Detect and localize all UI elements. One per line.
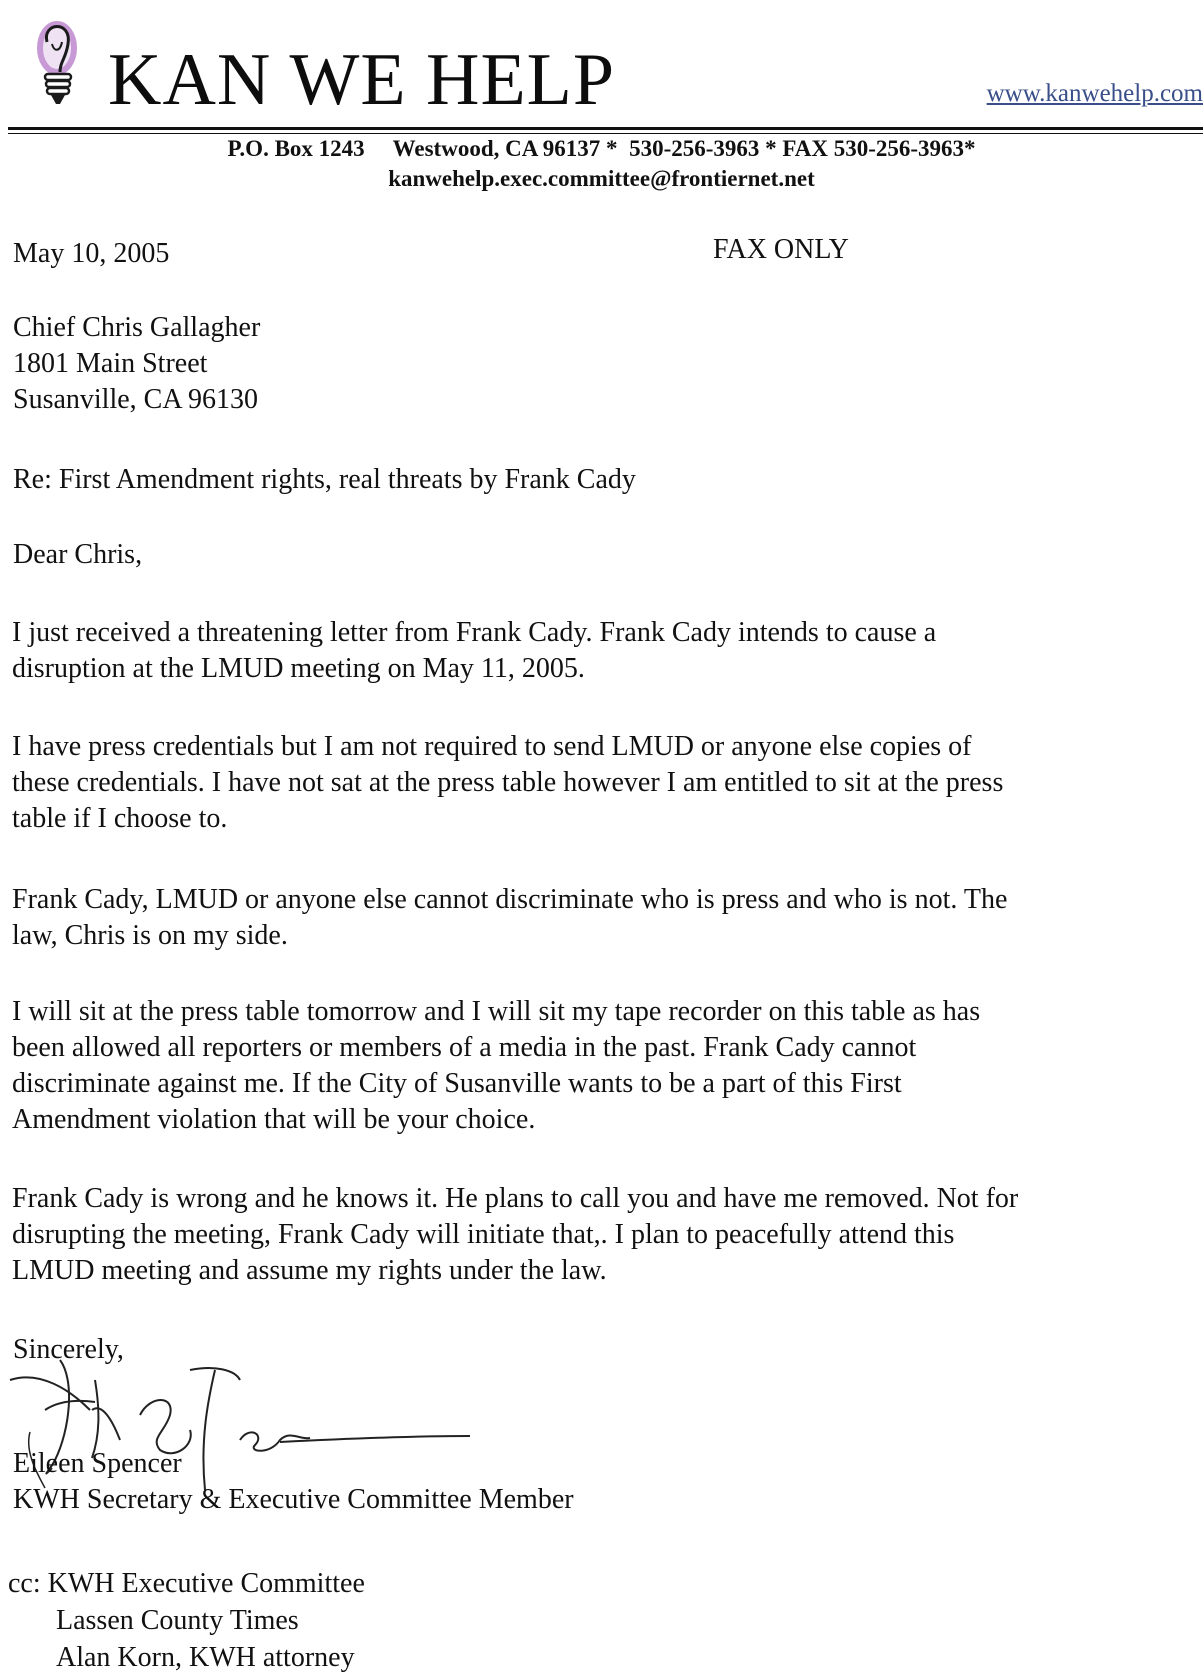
- cc-line: Lassen County Times: [56, 1605, 299, 1636]
- closing: Sincerely,: [13, 1334, 124, 1365]
- recipient-block: [13, 310, 260, 418]
- address-line: [0, 134, 1203, 164]
- website-link[interactable]: www.kanwehelp.com: [986, 80, 1203, 107]
- cc-line: Alan Korn, KWH attorney: [56, 1642, 355, 1673]
- paragraph-line: table if I choose to.: [12, 803, 228, 834]
- paragraph: [12, 994, 1203, 1138]
- paragraph-line: discriminate against me. If the City of Susanville wants to be a part of this First: [12, 1068, 902, 1099]
- city-zip: Westwood, CA 96137 *: [392, 136, 618, 161]
- paragraph: [12, 615, 1203, 687]
- paragraph-line: these credentials. I have not sat at the press table however I am entitled to sit at the press: [12, 767, 1004, 798]
- paragraph-line: Frank Cady is wrong and he knows it. He plans to call you and have me removed. Not for: [12, 1183, 1019, 1214]
- paragraph-line: disrupting the meeting, Frank Cady will initiate that,. I plan to peacefully attend this: [12, 1219, 955, 1250]
- header-rule: [8, 127, 1203, 130]
- subject-line: Re: First Amendment rights, real threats by Frank Cady: [13, 464, 636, 495]
- phone-numbers: 530-256-3963 * FAX 530-256-3963*: [629, 136, 976, 161]
- paragraph-line: LMUD meeting and assume my rights under the law.: [12, 1255, 607, 1286]
- salutation: Dear Chris,: [13, 539, 143, 570]
- lightbulb-icon: [30, 12, 90, 108]
- recipient-line: 1801 Main Street: [13, 348, 208, 379]
- paragraph-line: I will sit at the press table tomorrow and I will sit my tape recorder on this table as has: [12, 996, 981, 1027]
- paragraph: [12, 1181, 1203, 1289]
- paragraph-line: been allowed all reporters or members of a media in the past. Frank Cady cannot: [12, 1032, 917, 1063]
- cc-list: [8, 1565, 365, 1676]
- signer-title: KWH Secretary & Executive Committee Member: [13, 1484, 574, 1515]
- paragraph-line: disruption at the LMUD meeting on May 11, 2005.: [12, 653, 585, 684]
- paragraph-line: I have press credentials but I am not required to send LMUD or anyone else copies of: [12, 731, 972, 762]
- signer-name: Eileen Spencer: [13, 1448, 182, 1479]
- cc-line: cc: KWH Executive Committee: [8, 1568, 365, 1599]
- signer-block: [13, 1446, 574, 1518]
- paragraph: [12, 729, 1203, 837]
- po-box: P.O. Box 1243: [227, 136, 365, 161]
- recipient-line: Susanville, CA 96130: [13, 384, 259, 415]
- paragraph-line: law, Chris is on my side.: [12, 920, 288, 951]
- delivery-note: FAX ONLY: [713, 234, 849, 265]
- paragraph: [12, 882, 1203, 954]
- paragraph-line: I just received a threatening letter from Frank Cady. Frank Cady intends to cause a: [12, 617, 937, 648]
- address-block: [0, 134, 1203, 194]
- organization-name: KAN WE HELP: [108, 39, 616, 121]
- paragraph-line: Amendment violation that will be your choice.: [12, 1104, 536, 1135]
- email-address: kanwehelp.exec.committee@frontiernet.net: [388, 166, 815, 191]
- letter-date: May 10, 2005: [13, 238, 170, 269]
- paragraph-line: Frank Cady, LMUD or anyone else cannot discriminate who is press and who is not. The: [12, 884, 1008, 915]
- recipient-line: Chief Chris Gallagher: [13, 312, 261, 343]
